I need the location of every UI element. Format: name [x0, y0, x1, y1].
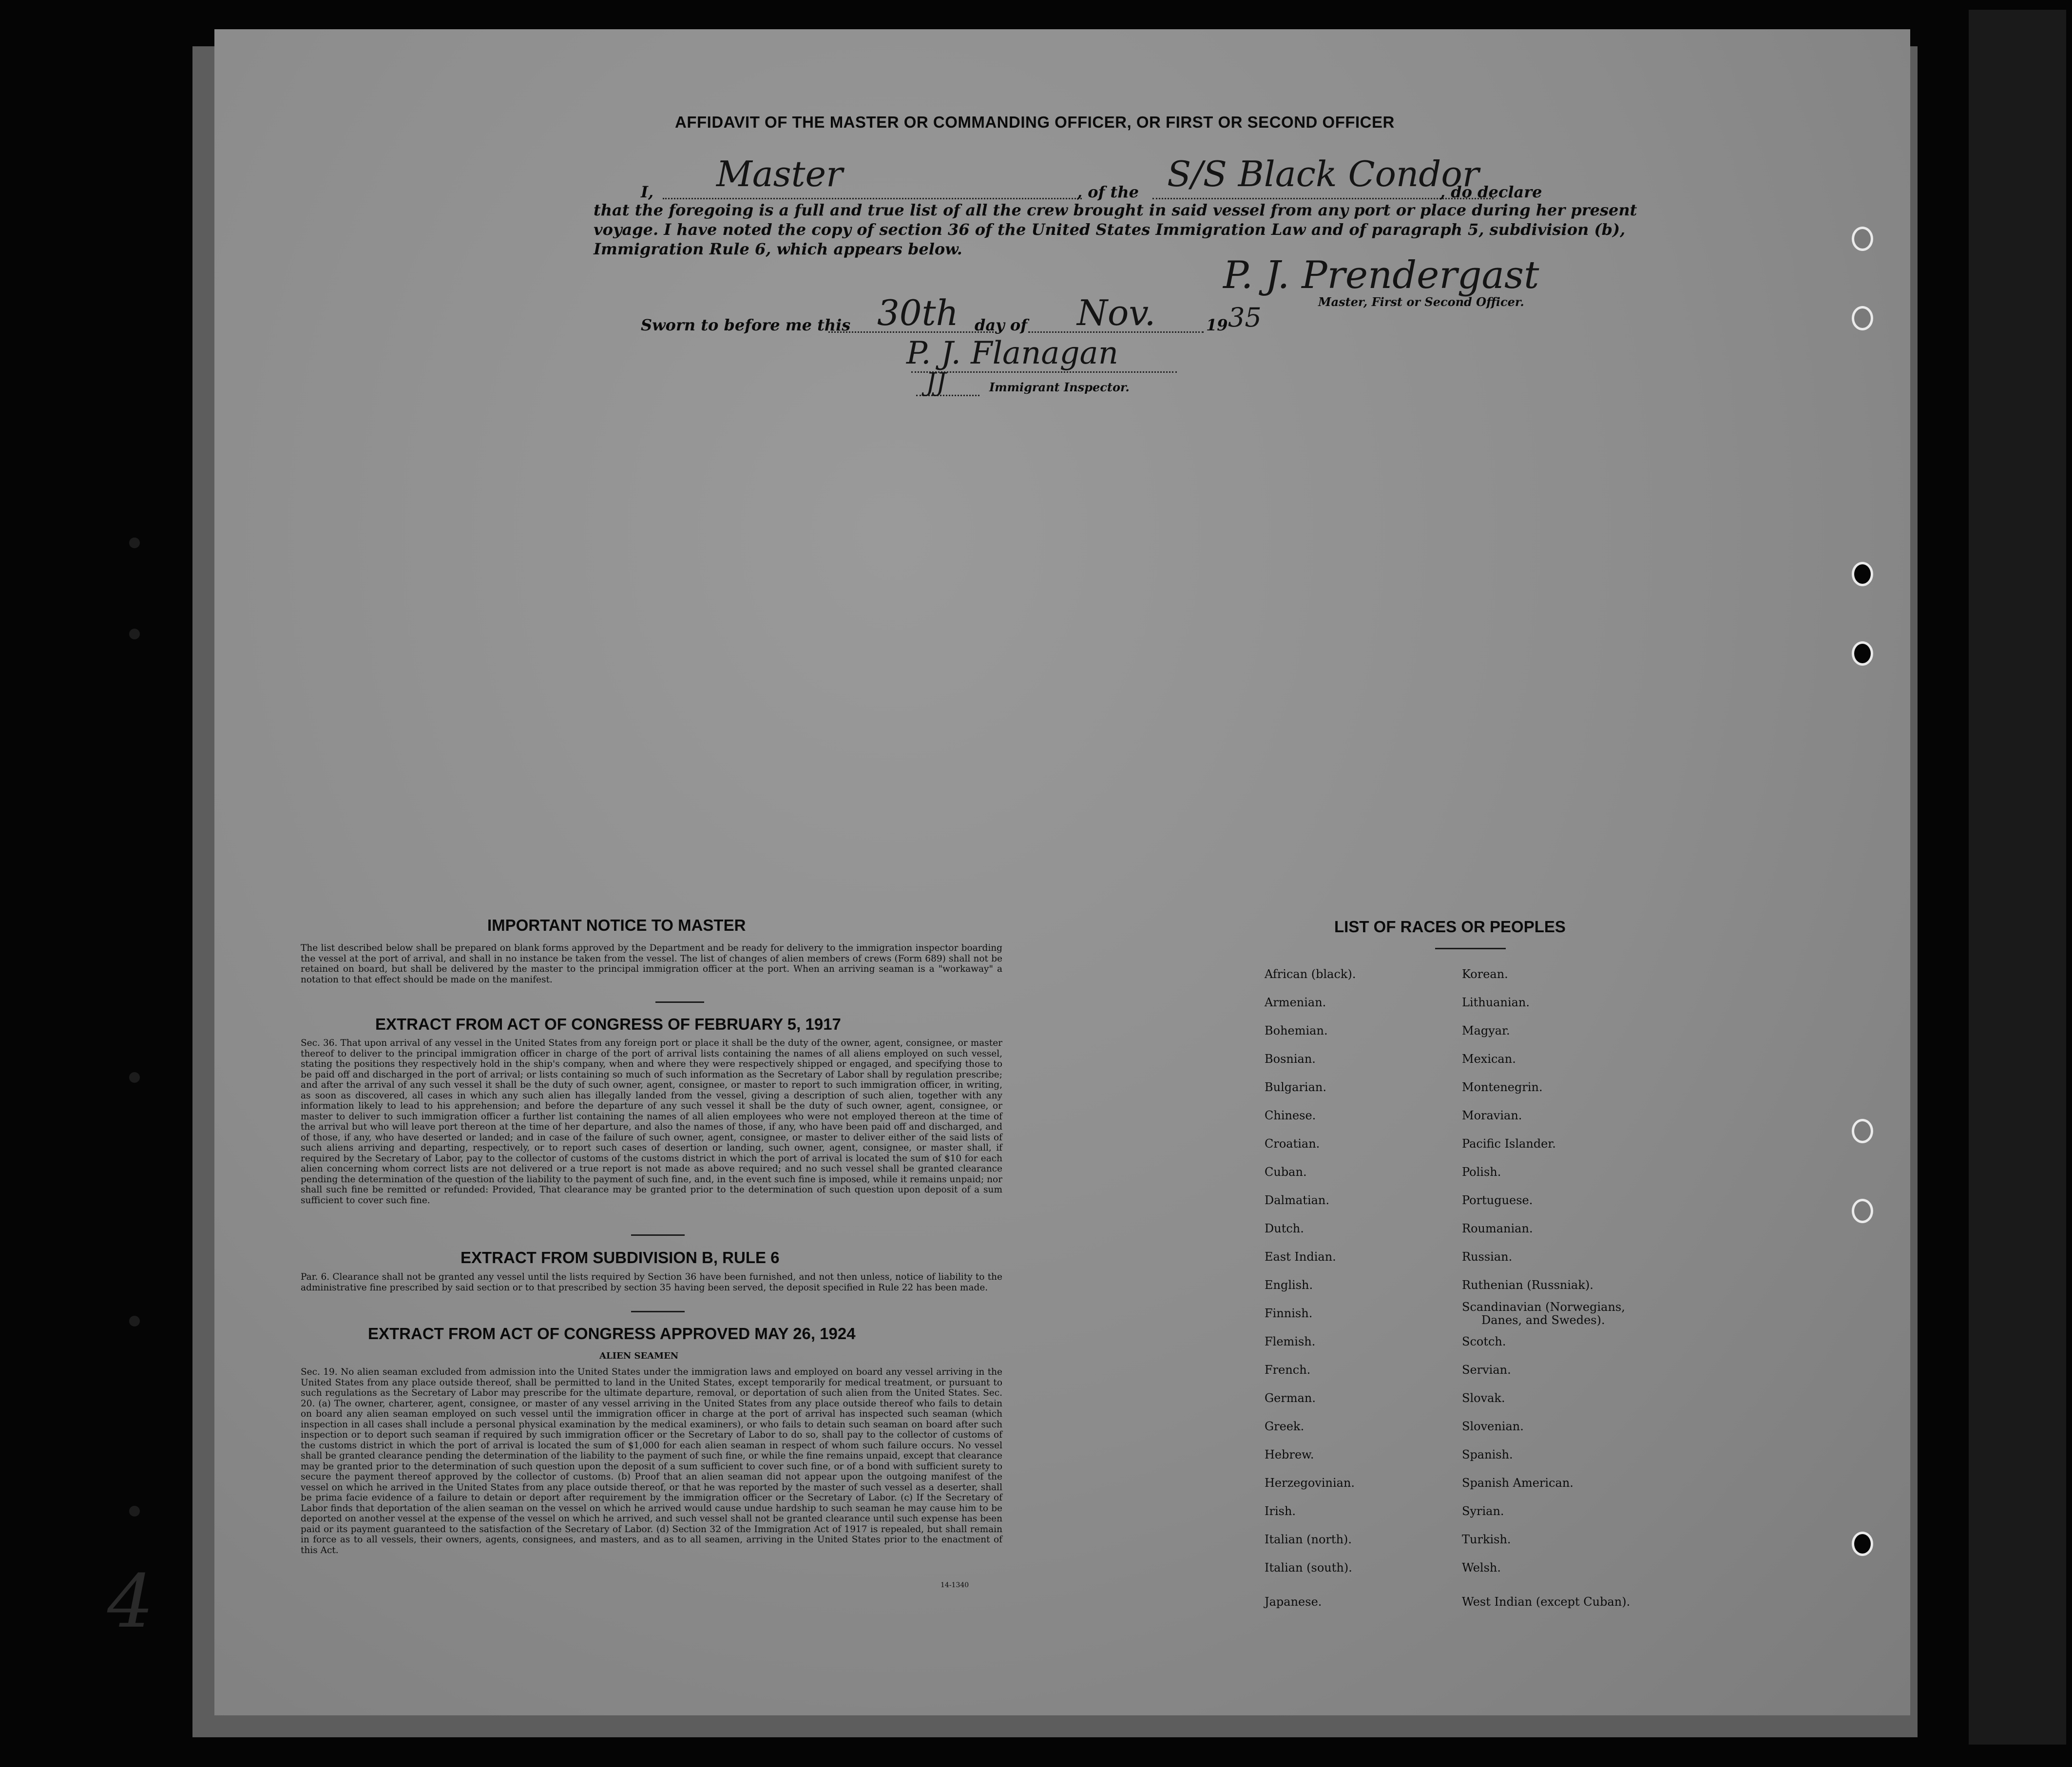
binder-hole — [1852, 562, 1873, 586]
affidavit-i-label: I, — [641, 183, 654, 201]
extract-1924-title: EXTRACT FROM ACT OF CONGRESS APPROVED MAY 26, 1924 — [368, 1325, 856, 1343]
master-signature: P. J. Prendergast — [1223, 253, 1539, 297]
inspector-initials: JJ — [926, 368, 946, 397]
extract-1924-subtitle: ALIEN SEAMEN — [599, 1351, 679, 1361]
race-item: Italian (south). — [1265, 1561, 1352, 1575]
race-item: Armenian. — [1265, 996, 1326, 1009]
affidavit-body-line3: Immigration Rule 6, which appears below. — [594, 240, 962, 258]
race-item: Syrian. — [1462, 1504, 1504, 1518]
margin-pin — [129, 1072, 140, 1083]
race-item: Scandinavian (Norwegians, — [1462, 1300, 1625, 1314]
extract-rule6-title: EXTRACT FROM SUBDIVISION B, RULE 6 — [460, 1248, 780, 1267]
margin-pin — [129, 629, 140, 639]
affidavit-body-line1: that the foregoing is a full and true list of all the crew brought in said vessel from any port or place during her present — [594, 201, 1637, 219]
race-item: Slovak. — [1462, 1391, 1505, 1405]
day-handwritten: 30th — [877, 292, 959, 333]
race-item: Finnish. — [1265, 1306, 1313, 1320]
margin-pin — [129, 1316, 140, 1326]
races-divider — [1435, 948, 1506, 949]
binder-hole — [1852, 1532, 1873, 1556]
signer-label: Master, First or Second Officer. — [1318, 295, 1524, 309]
race-item: East Indian. — [1265, 1250, 1336, 1264]
race-item: French. — [1265, 1363, 1311, 1377]
notice-divider — [655, 1001, 704, 1003]
notice-title: IMPORTANT NOTICE TO MASTER — [487, 916, 746, 934]
race-item: English. — [1265, 1278, 1313, 1292]
race-item-continuation: Danes, and Swedes). — [1481, 1313, 1605, 1327]
binder-hole — [1852, 1119, 1873, 1143]
binder-hole — [1852, 227, 1873, 251]
race-item: Pacific Islander. — [1462, 1137, 1556, 1151]
year-printed: 19 — [1206, 316, 1228, 334]
margin-pin — [129, 1506, 140, 1517]
race-item: Hebrew. — [1265, 1448, 1314, 1461]
race-item: Italian (north). — [1265, 1533, 1352, 1546]
race-item: Russian. — [1462, 1250, 1513, 1264]
race-item: Turkish. — [1462, 1533, 1511, 1546]
officer-blank — [663, 198, 1082, 199]
race-item: Dutch. — [1265, 1222, 1304, 1235]
binder-hole — [1852, 641, 1873, 666]
extract-rule6-divider — [631, 1311, 685, 1312]
sworn-label: Sworn to before me this — [641, 316, 851, 334]
declare-label: , do declare — [1440, 183, 1542, 201]
race-item: Irish. — [1265, 1504, 1296, 1518]
race-item: Japanese. — [1265, 1595, 1322, 1609]
binder-hole — [1852, 306, 1873, 330]
extract-1924-text: Sec. 19. No alien seaman excluded from admission into the United States under the immigration laws and employed on board any vessel arriving in the United States from any place outside thereof, shall be permitted to land in the United States, except temporarily for medical treatment, or pursuant to such regulations as the Secretary of Labor may prescribe for the ultimate departure, removal, or deportation of such alien from the United States. Sec. 20. (a) The owner, charterer, agent, consignee, or master of any vessel arriving in the United States from any place outside thereof who fails to detain on board any alien seaman employed on such vessel until the immigration officer in charge at the port of arrival has inspected such seaman (which inspection in all cases shall include a personal physical examination by the medical examiners), or who fails to detain such seaman on board after such inspection or to deport such seaman if required by such immigration officer or the Secretary of Labor to do so, shall pay to the collector of customs of the customs district in which the port of arrival is located the sum of $1,000 for each alien seaman in respect of whom such failure occurs. No vessel shall be granted clearance pending the determination of the liability to the payment of such fine, or while the fine remains unpaid, except that clearance may be granted prior to the determination of such question upon the deposit of a sum sufficient to cover such fine, or of a bond with sufficient surety to secure the payment thereof approved by the collector of customs. (b) Proof that an alien seaman did not appear upon the outgoing manifest of the vessel on which he arrived in the United States from any place outside thereof, or that he was reported by the master of such vessel as a deserter, shall be prima facie evidence of a failure to detain or deport after requirement by the immigration officer or the Secretary of Labor. (c) If the Secretary of Labor finds that deportation of the alien seaman on the vessel on which he arrived would cause undue hardship to such seaman he may cause him to be deported on another vessel at the expense of the vessel on which he arrived, and such vessel shall not be granted clearance until such expense has been paid or its payment guaranteed to the satisfaction of the Secretary of Labor. (d) Section 32 of the Immigration Act of 1917 is repealed, but shall remain in force as to all vessels, their owners, agents, consignees, and masters, and as to all seamen, arriving in the United States prior to the enactment of this Act. — [301, 1367, 1002, 1556]
margin-handwritten-number: 4 — [107, 1559, 154, 1644]
extract-1917-title: EXTRACT FROM ACT OF CONGRESS OF FEBRUARY 5, 1917 — [375, 1015, 841, 1033]
race-item: Slovenian. — [1462, 1420, 1524, 1433]
month-handwritten: Nov. — [1077, 292, 1156, 333]
vessel-handwritten: S/S Black Condor — [1167, 154, 1479, 194]
race-item: Croatian. — [1265, 1137, 1320, 1151]
race-item: West Indian (except Cuban). — [1462, 1595, 1631, 1609]
race-item: Flemish. — [1265, 1335, 1316, 1348]
race-item: Roumanian. — [1462, 1222, 1533, 1235]
affidavit-body-line2: voyage. I have noted the copy of section 36 of the United States Immigration Law and of paragraph 5, subdivision (b), — [594, 220, 1626, 239]
race-item: Lithuanian. — [1462, 996, 1530, 1009]
race-item: Ruthenian (Russniak). — [1462, 1278, 1593, 1292]
officer-handwritten: Master — [716, 154, 843, 194]
race-item: Servian. — [1462, 1363, 1511, 1377]
notice-text: The list described below shall be prepared on blank forms approved by the Department and be ready for delivery to the immigration inspector boarding the vessel at the port of arrival, and shall in no instance be taken from the vessel. The list of changes of alien members of crews (Form 689) shall not be retained on board, but shall be delivered by the master to the principal immigration officer at the port. When an arriving seaman is a "workaway" a notation to that effect should be made on the manifest. — [301, 943, 1002, 985]
affidavit-title: AFFIDAVIT OF THE MASTER OR COMMANDING OFFICER, OR FIRST OR SECOND OFFICER — [675, 113, 1395, 131]
race-item: Magyar. — [1462, 1024, 1510, 1037]
extract-rule6-text: Par. 6. Clearance shall not be granted any vessel until the lists required by Section 36 have been furnished, and not then unless, notice of liability to the administrative fine prescribed by said section or to that prescribed by section 35 having been served, the deposit specified in Rule 22 has been made. — [301, 1272, 1002, 1293]
race-item: Greek. — [1265, 1420, 1305, 1433]
year-handwritten: 35 — [1228, 302, 1262, 333]
inspector-signature: P. J. Flanagan — [906, 335, 1118, 371]
extract-1917-divider — [631, 1234, 685, 1236]
race-item: Bulgarian. — [1265, 1080, 1326, 1094]
race-item: Chinese. — [1265, 1109, 1316, 1122]
race-item: Portuguese. — [1462, 1193, 1533, 1207]
binder-strip — [1969, 10, 2066, 1745]
race-item: Spanish American. — [1462, 1476, 1573, 1490]
race-item: German. — [1265, 1391, 1316, 1405]
inspector-blank — [911, 371, 1177, 373]
race-item: Mexican. — [1462, 1052, 1516, 1066]
margin-pin — [129, 538, 140, 548]
race-item: African (black). — [1265, 967, 1356, 981]
race-item: Herzegovinian. — [1265, 1476, 1355, 1490]
race-item: Bosnian. — [1265, 1052, 1316, 1066]
race-item: Scotch. — [1462, 1335, 1506, 1348]
race-item: Welsh. — [1462, 1561, 1501, 1575]
race-item: Montenegrin. — [1462, 1080, 1543, 1094]
binder-hole — [1852, 1199, 1873, 1223]
race-item: Dalmatian. — [1265, 1193, 1330, 1207]
race-item: Korean. — [1462, 967, 1508, 981]
inspector-label: Immigrant Inspector. — [989, 380, 1130, 394]
extract-1917-text: Sec. 36. That upon arrival of any vessel in the United States from any foreign port or place it shall be the duty of the owner, agent, consignee, or master thereof to deliver to the principal immigration officer in charge of the port of arrival lists containing the names of all aliens employed on such vessel, stating the positions they respectively hold in the ship's company, when and where they were respectively shipped or engaged, and specifying those to be paid off and discharged in the port of arrival; or lists containing so much of such information as the Secretary of Labor shall by regulation prescribe; and after the arrival of any such vessel it shall be the duty of such owner, agent, consignee, or master to report to such immigration officer, in writing, as soon as discovered, all cases in which any such alien has illegally landed from the vessel, giving a description of such alien, together with any information likely to lead to his apprehension; and before the departure of any such vessel it shall be the duty of such owner, agent, consignee, or master to deliver to such immigration officer a further list containing the names of all alien employees who were not employed thereon at the time of the arrival but who will leave port thereon at the time of her departure, and also the names of those, if any, who have been paid off and discharged, and of those, if any, who have deserted or landed; and in case of the failure of such owner, agent, consignee, or master to deliver either of the said lists of such aliens arriving and departing, respectively, or to report such cases of desertion or landing, such owner, agent, consignee, or master shall, if required by the Secretary of Labor, pay to the collector of customs of the customs district in which the port of arrival is located the sum of $10 for each alien concerning whom correct lists are not delivered or a true report is not made as above required; and no such vessel shall be granted clearance pending the determination of the question of the liability to the payment of such fine, and, in the event such fine is imposed, while it remains unpaid; nor shall such fine be remitted or refunded: Provided, That clearance may be granted prior to the determination of such question upon deposit of a sum sufficient to cover such fine. — [301, 1038, 1002, 1206]
races-title: LIST OF RACES OR PEOPLES — [1334, 918, 1566, 936]
race-item: Cuban. — [1265, 1165, 1307, 1179]
race-item: Polish. — [1462, 1165, 1501, 1179]
race-item: Spanish. — [1462, 1448, 1513, 1461]
race-item: Moravian. — [1462, 1109, 1522, 1122]
form-number: 14-1340 — [940, 1581, 969, 1589]
day-of-label: day of — [975, 316, 1027, 334]
race-item: Bohemian. — [1265, 1024, 1328, 1037]
of-the-label: , of the — [1077, 183, 1139, 201]
